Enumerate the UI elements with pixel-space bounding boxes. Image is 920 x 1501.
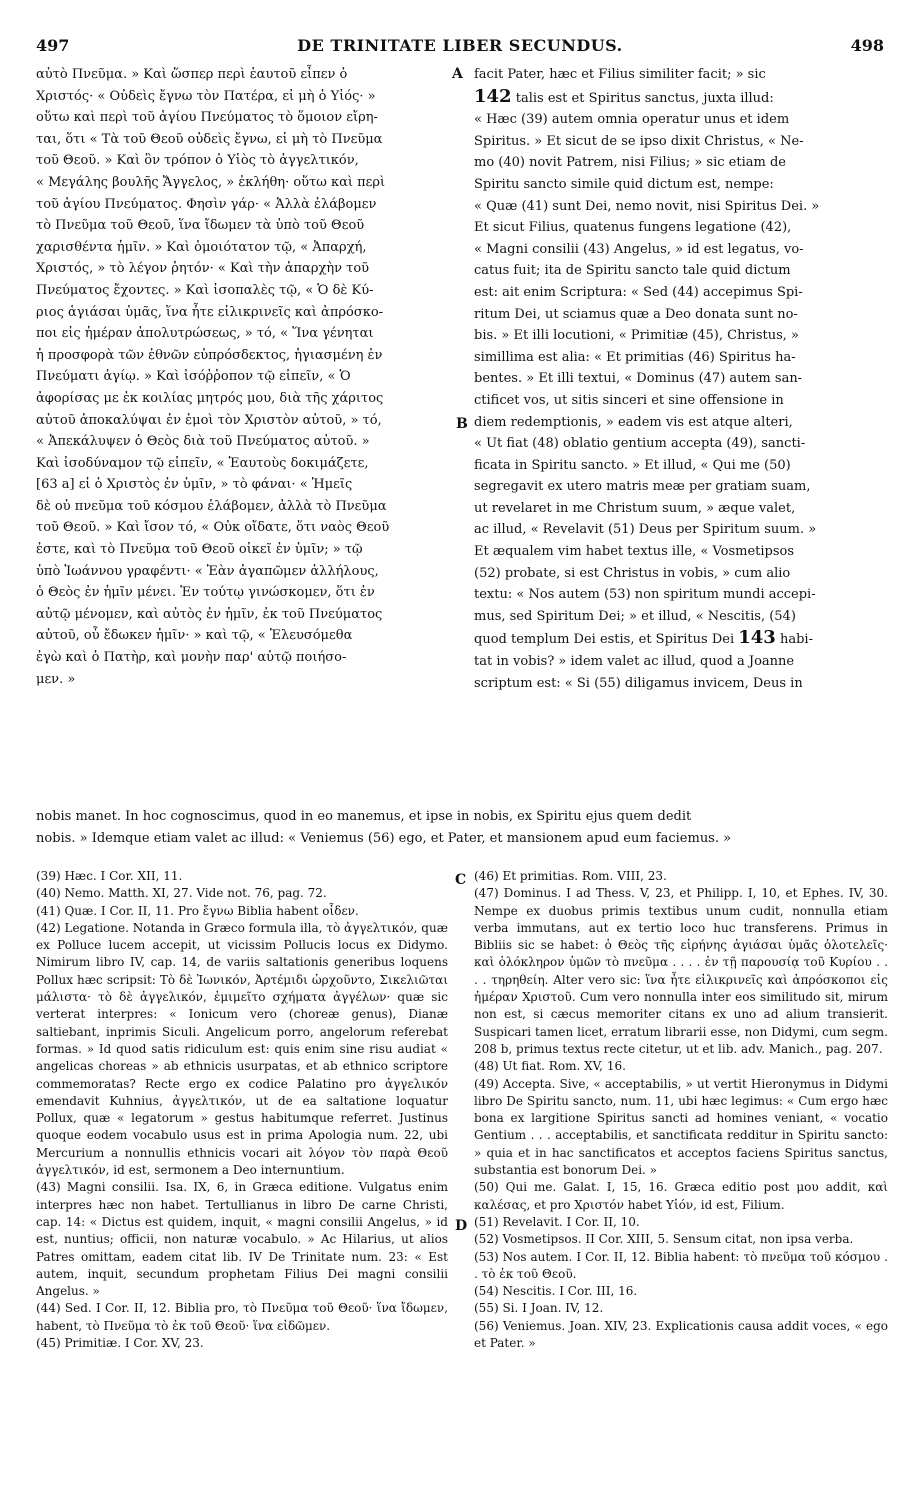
greek-line: ται, ὅτι « Τὰ τοῦ Θεοῦ οὐδεὶς ἔγνω, εἰ μὴ τὸ Πνεῦμα bbox=[36, 131, 383, 147]
footnote: (47) Dominus. I ad Thess. V, 23, et Philipp. I, 10, et Ephes. IV, 30. Nempe ex duobus primis textibus unum cudit, nonnulla etiam verba immutans, aut ex tertio loco huc transferens. Primus in Bibliis sic se habet: ὁ Θεὸς τῆς εἰρήνης ἁγιάσαι ὑμᾶς ὁλοτελεῖς· καὶ ὁλόκληρον ὑμῶν τὸ πνεῦμα . . . . ἐν τῇ παρουσίᾳ τοῦ Κυρίου . . . . τηρηθείη. Alter vero sic: ἵνα ἦτε εἰλικρινεῖς καὶ ἀπρόσκοποι εἰς ἡμέραν Χριστοῦ. Cum vero nonnulla inter eos similitudo sit, mirum non est, si cæcus memoriter citans ex uno ad alium transierit. Suspicari tamen licet, erratum librarii esse, non Didymi, cum segm. 208 b, primus textus recte citetur, ut et lib. adv. Manich., pag. 207. bbox=[474, 886, 888, 1056]
footnote: (54) Nescitis. I Cor. III, 16. bbox=[474, 1284, 638, 1299]
margin-letter-b: B bbox=[456, 416, 468, 432]
footnote: (49) Accepta. Sive, « acceptabilis, » ut vertit Hieronymus in Didymi libro De Spiritu sancto, num. 11, ubi hæc legimus: « Cum ergo hæc bona ex largitione Spiritus sancti ad homines veniant, « vocatio Gentium . . . acceptabilis, et sanctificata redditur in Spiritu sancto: » quia et in hac sanctificatos et acceptos faciens Spiritus sanctus, substantia est bonorum Dei. » bbox=[474, 1076, 888, 1178]
greek-line: χαρισθέντα ἡμῖν. » Καὶ ὁμοιότατον τῷ, « Ἀπαρχή, bbox=[36, 239, 367, 255]
greek-line: οὕτω καὶ περὶ τοῦ ἁγίου Πνεύματος τὸ ὅμοιον εἴρη- bbox=[36, 110, 378, 126]
full-width-text bbox=[36, 806, 888, 849]
page-title: DE TRINITATE LIBER SECUNDUS. bbox=[297, 36, 623, 55]
footnote: (53) Nos autem. I Cor. II, 12. Biblia habent: τὸ πνεῦμα τοῦ κόσμου . . τὸ ἐκ τοῦ Θεοῦ. bbox=[474, 1249, 888, 1281]
latin-line: bentes. » Et illi textui, « Dominus (47) autem san- bbox=[474, 371, 803, 387]
greek-line: αὐτὸ Πνεῦμα. » Καὶ ὥσπερ περὶ ἑαυτοῦ εἶπεν ὁ bbox=[36, 67, 348, 82]
greek-line: τοῦ ἁγίου Πνεύματος. Φησὶν γάρ· « Ἀλλὰ ἐλάβομεν bbox=[36, 196, 377, 212]
latin-line: textu: « Nos autem (53) non spiritum mundi accepi- bbox=[474, 587, 816, 603]
greek-column bbox=[36, 64, 448, 690]
latin-line: « Magni consilii (43) Angelus, » id est legatus, vo- bbox=[474, 241, 804, 257]
page-number-left: 497 bbox=[36, 36, 70, 55]
latin-line-tail: habi- bbox=[779, 632, 813, 648]
latin-line: Spiritus. » Et sicut de se ipso dixit Christus, « Ne- bbox=[474, 133, 804, 149]
latin-line: Et æqualem vim habet textus ille, « Vosmetipsos bbox=[474, 544, 795, 560]
latin-line: « Ut fiat (48) oblatio gentium accepta (49), sancti- bbox=[474, 436, 806, 452]
page-number-right: 498 bbox=[850, 36, 884, 55]
latin-line: ut revelaret in me Christum suum, » æque valet, bbox=[474, 500, 796, 516]
margin-letter-c: C bbox=[455, 872, 467, 888]
latin-line: ficata in Spiritu sancto. » Et illud, « Qui me (50) bbox=[474, 457, 791, 473]
greek-line: ριος ἁγιάσαι ὑμᾶς, ἵνα ἦτε εἰλικρινεῖς καὶ ἀπρόσκο- bbox=[36, 304, 384, 320]
greek-line: ἐγὼ καὶ ὁ Πατὴρ, καὶ μονὴν παρ' αὐτῷ ποιήσο- bbox=[36, 650, 347, 666]
footnote: (43) Magni consilii. Isa. IX, 6, in Græca editione. Vulgatus enim interpres hæc non habet. Tertullianus in libro De carne Christi, cap. 14: « Dictus est quidem, inquit, « magni consilii Angelus, » id est, nuntius; officii, non naturæ vocabulo. » Ac Hilarius, ut alios Patres omittam, eadem citat lib. IV De Trinitate num. 23: « Est autem, inquit, secundum prophetam Filius Dei magni consilii Angelus. » bbox=[36, 1180, 448, 1299]
latin-line: catus fuit; ita de Spiritu sancto tale quid dictum bbox=[474, 263, 791, 279]
greek-line: τοῦ Θεοῦ. » Καὶ ὃν τρόπον ὁ Υἱὸς τὸ ἀγγελτικόν, bbox=[36, 153, 359, 169]
latin-line: est: ait enim Scriptura: « Sed (44) accepimus Spi- bbox=[474, 284, 803, 300]
greek-line: Πνεύματος ἔχοντες. » Καὶ ἰσοπαλὲς τῷ, « Ὁ δὲ Κύ- bbox=[36, 282, 374, 298]
greek-line: αὐτοῦ, οὗ ἔδωκεν ἡμῖν· » καὶ τῷ, « Ἐλευσόμεθα bbox=[36, 628, 353, 644]
greek-line: τὸ Πνεῦμα τοῦ Θεοῦ, ἵνα ἴδωμεν τὰ ὑπὸ τοῦ Θεοῦ bbox=[36, 218, 365, 234]
latin-line: « Hæc (39) autem omnia operatur unus et idem bbox=[474, 112, 790, 128]
footnote: (39) Hæc. I Cor. XII, 11. bbox=[36, 869, 183, 883]
full-line: nobis. » Idemque etiam valet ac illud: « Veniemus (56) ego, et Pater, et mansionem apud eum faciemus. » bbox=[36, 830, 732, 846]
latin-line: ac illud, « Revelavit (51) Deus per Spiritum suum. » bbox=[474, 522, 817, 538]
margin-letter-a: A bbox=[452, 66, 463, 82]
latin-line: ctificet vos, ut sitis sinceri et sine offensione in bbox=[474, 392, 784, 408]
running-header bbox=[36, 36, 884, 60]
latin-column bbox=[474, 64, 888, 694]
footnote: (52) Vosmetipsos. II Cor. XIII, 5. Sensum citat, non ipsa verba. bbox=[474, 1232, 854, 1247]
greek-line: Χριστός, » τὸ λέγον ῥητόν· « Καὶ τὴν ἀπαρχὴν τοῦ bbox=[36, 261, 370, 277]
latin-line: diem redemptionis, » eadem vis est atque alteri, bbox=[474, 414, 793, 430]
footnote: (42) Legatione. Notanda in Græco formula illa, τὸ ἀγγελτικόν, quæ ex Polluce lucem accepit, ut vicissim Pollucis locus ex Didymo. Nimirum libro IV, cap. 14, de variis saltationis generibus loquens Pollux hæc scripsit: Τὸ δὲ Ἰωνικόν, Ἀρτέμιδι ὠρχοῦντο, Σικελιῶται μάλιστα· τὸ δὲ ἀγγελικόν, ἐμιμεῖτο σχήματα ἀγγέλων· quæ sic verterat interpres: « Ionicum vero (choreæ genus), Dianæ saltiebant, inprimis Siculi. Angelicum porro, angelorum referebat formas. » Id quod satis ridiculum est: quis enim sine risu audiat « angelicas choreas » ab ethnicis usurpatas, et ab ethnico scriptore commemoratas? Recte ergo ex codice Palatino pro ἀγγελικόν emendavit Kuhnius, ἀγγελτικόν, ut de ea saltatione loquatur Pollux, quæ « legatorum » gestus habitumque referret. Justinus quoque eodem vocabulo usus est in prima Apologia num. 22, ubi Mercurium a nonnullis ethnicis vocari ait λόγον τὸν παρὰ Θεοῦ ἀγγελτικόν, id est, sermonem a Deo internuntium. bbox=[36, 920, 448, 1178]
full-line: nobis manet. In hoc cognoscimus, quod in eo manemus, et ipse in nobis, ex Spiritu ejus quem dedit bbox=[36, 809, 692, 824]
greek-line: Χριστός· « Οὐδεὶς ἔγνω τὸν Πατέρα, εἰ μὴ ὁ Υἱός· » bbox=[36, 88, 376, 104]
latin-line: Spiritu sancto simile quid dictum est, nempe: bbox=[474, 176, 774, 192]
footnote: (45) Primitiæ. I Cor. XV, 23. bbox=[36, 1336, 204, 1351]
footnote: (51) Revelavit. I Cor. II, 10. bbox=[474, 1214, 640, 1229]
footnote: (50) Qui me. Galat. I, 15, 16. Græca editio post μου addit, καὶ καλέσας, et pro Χριστόν habet Υἱόν, id est, Filium. bbox=[474, 1180, 888, 1212]
footnotes-left bbox=[36, 868, 448, 1352]
greek-line: τοῦ Θεοῦ. » Καὶ ἴσον τό, « Οὐκ οἴδατε, ὅτι ναὸς Θεοῦ bbox=[36, 520, 390, 536]
margin-letter-d: D bbox=[455, 1218, 468, 1234]
greek-line: ποι εἰς ἡμέραν ἀπολυτρώσεως, » τό, « Ἵνα γένηται bbox=[36, 326, 374, 342]
footnote: (46) Et primitias. Rom. VIII, 23. bbox=[474, 869, 667, 883]
latin-line: mo (40) novit Patrem, nisi Filius; » sic etiam de bbox=[474, 155, 786, 171]
greek-line: « Μεγάλης βουλῆς Ἄγγελος, » ἐκλήθη· οὕτω καὶ περὶ bbox=[36, 174, 386, 190]
footnote: (41) Quæ. I Cor. II, 11. Pro ἔγνω Biblia habent οἶδεν. bbox=[36, 903, 359, 918]
marginal-number-143: 143 bbox=[738, 627, 776, 649]
greek-line: αὐτῷ μένομεν, καὶ αὐτὸς ἐν ἡμῖν, ἐκ τοῦ Πνεύματος bbox=[36, 606, 383, 622]
greek-line: ὁ Θεὸς ἐν ἡμῖν μένει. Ἐν τούτῳ γινώσκομεν, ὅτι ἐν bbox=[36, 585, 375, 601]
latin-line: facit Pater, hæc et Filius similiter facit; » sic bbox=[474, 67, 766, 82]
latin-line bbox=[474, 627, 888, 651]
footnotes-right bbox=[474, 868, 888, 1352]
latin-line-text: talis est et Spiritus sanctus, juxta illud: bbox=[515, 90, 774, 106]
footnote: (44) Sed. I Cor. II, 12. Biblia pro, τὸ Πνεῦμα τοῦ Θεοῦ· ἵνα ἴδωμεν, habent, τὸ Πνεῦμα τὸ ἐκ τοῦ Θεοῦ· ἵνα εἰδῶμεν. bbox=[36, 1301, 448, 1333]
latin-line: tat in vobis? » idem valet ac illud, quod a Joanne bbox=[474, 654, 795, 670]
latin-line: mus, sed Spiritum Dei; » et illud, « Nescitis, (54) bbox=[474, 608, 796, 624]
latin-line bbox=[474, 86, 888, 110]
latin-line: Et sicut Filius, quatenus fungens legatione (42), bbox=[474, 220, 792, 236]
footnote: (48) Ut fiat. Rom. XV, 16. bbox=[474, 1059, 626, 1074]
greek-line: ἡ προσφορὰ τῶν ἐθνῶν εὐπρόσδεκτος, ἡγιασμένη ἐν bbox=[36, 347, 383, 363]
latin-line: (52) probate, si est Christus in vobis, » cum alio bbox=[474, 565, 791, 581]
greek-line: δὲ οὐ πνεῦμα τοῦ κόσμου ἐλάβομεν, ἀλλὰ τὸ Πνεῦμα bbox=[36, 498, 387, 514]
greek-line: μεν. » bbox=[36, 671, 76, 687]
greek-line: Καὶ ἰσοδύναμον τῷ εἰπεῖν, « Ἑαυτοὺς δοκιμάζετε, bbox=[36, 455, 369, 471]
greek-line: ὑπὸ Ἰωάννου γραφέντι· « Ἐὰν ἀγαπῶμεν ἀλλήλους, bbox=[36, 563, 379, 579]
marginal-number-142: 142 bbox=[474, 85, 512, 107]
footnote: (56) Veniemus. Joan. XIV, 23. Explicationis causa addit voces, « ego et Pater. » bbox=[474, 1318, 888, 1351]
latin-line-text: quod templum Dei estis, et Spiritus Dei bbox=[474, 632, 735, 648]
latin-line: scriptum est: « Si (55) diligamus invicem, Deus in bbox=[474, 675, 803, 691]
footnote: (55) Si. I Joan. IV, 12. bbox=[474, 1301, 604, 1316]
greek-line: ἐστε, καὶ τὸ Πνεῦμα τοῦ Θεοῦ οἰκεῖ ἐν ὑμῖν; » τῷ bbox=[36, 542, 363, 558]
greek-line: αὐτοῦ ἀποκαλύψαι ἐν ἐμοὶ τὸν Χριστὸν αὐτοῦ, » τό, bbox=[36, 412, 382, 428]
latin-line: « Quæ (41) sunt Dei, nemo novit, nisi Spiritus Dei. » bbox=[474, 198, 820, 214]
footnote: (40) Nemo. Matth. XI, 27. Vide not. 76, pag. 72. bbox=[36, 886, 327, 901]
latin-line: segregavit ex utero matris meæ per gratiam suam, bbox=[474, 479, 811, 495]
latin-line: simillima est alia: « Et primitias (46) Spiritus ha- bbox=[474, 349, 796, 365]
greek-line: ἀφορίσας με ἐκ κοιλίας μητρός μου, διὰ τῆς χάριτος bbox=[36, 390, 384, 406]
latin-line: bis. » Et illi locutioni, « Primitiæ (45), Christus, » bbox=[474, 328, 799, 344]
greek-line: [63 a] εἰ ὁ Χριστὸς ἐν ὑμῖν, » τὸ φάναι· « Ἡμεῖς bbox=[36, 477, 353, 493]
greek-line: « Ἀπεκάλυψεν ὁ Θεὸς διὰ τοῦ Πνεύματος αὐτοῦ. » bbox=[36, 434, 370, 450]
greek-line: Πνεύματι ἁγίῳ. » Καὶ ἰσόῤῥοπον τῷ εἰπεῖν, « Ὁ bbox=[36, 369, 351, 385]
latin-line: ritum Dei, ut sciamus quæ a Deo donata sunt no- bbox=[474, 306, 798, 322]
